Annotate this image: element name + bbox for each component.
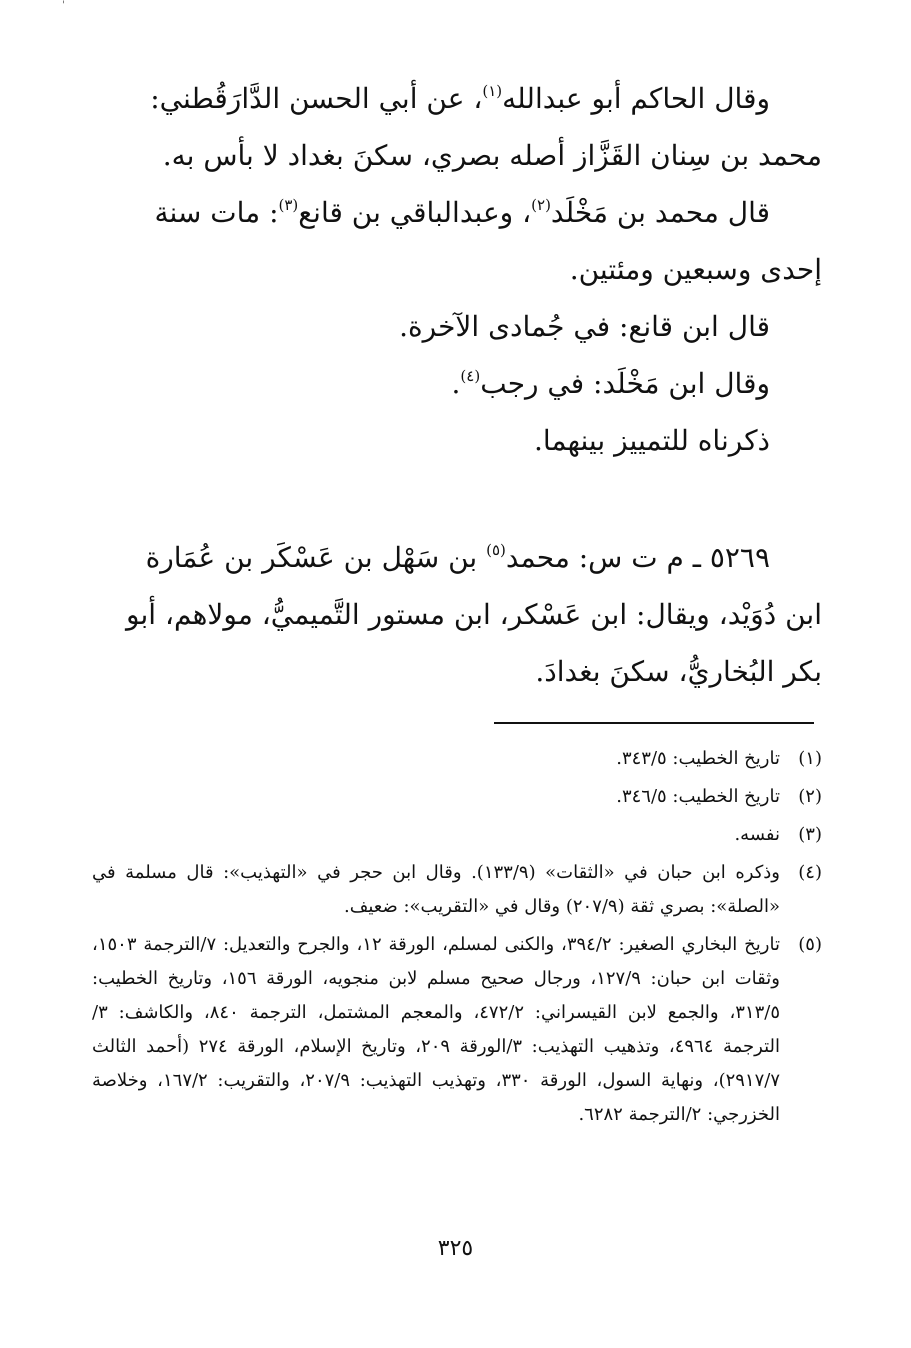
footnote-text: نفسه. (734, 824, 780, 845)
footnote (92, 928, 822, 1132)
footnote-ref: (٢) (531, 196, 551, 214)
footnote-number: (٤) (798, 862, 822, 883)
footnote-text: وذكره ابن حبان في «الثقات» (١٣٣/٩). وقال ابن حجر في «التهذيب»: قال مسلمة في «الصلة»: بصري ثقة (٢٠٧/٩) وقال في «التقريب»: ضعيف. (92, 862, 780, 917)
footnote-text: تاريخ الخطيب: ٣٤٣/٥. (616, 748, 780, 769)
footnote-text: تاريخ الخطيب: ٣٤٦/٥. (616, 786, 780, 807)
footnote-ref: (٤) (460, 367, 481, 385)
footnote (92, 856, 822, 924)
page (92, 70, 822, 1320)
footnote-number: (٢) (798, 786, 822, 807)
main-text (92, 70, 822, 700)
footnote-number: (٣) (798, 824, 822, 845)
footnote (92, 818, 822, 852)
text-line: إحدى وسبعين ومئتين. (569, 253, 822, 286)
footnote-ref: (١) (482, 82, 503, 100)
page-number: ٣٢٥ (437, 1236, 474, 1261)
text-line: وقال ابن مَخْلَد: في رجب$^{(٤)}$. (451, 367, 770, 400)
text-line: قال ابن قانع: في جُمادى الآخرة. (399, 310, 770, 343)
text-line: ذكرناه للتمييز بينهما. (533, 424, 770, 457)
footnote (92, 742, 822, 776)
text-line: وقال الحاكم أبو عبدالله$^{(١)}$، عن أبي الحسن الدَّارَقُطني: (150, 82, 770, 115)
footnote (92, 780, 822, 814)
text-line: بكر البُخاريُّ، سكنَ بغدادَ. (535, 655, 822, 688)
text-line: قال محمد بن مَخْلَد$^{(٢)}$، وعبدالباقي بن قانع$^{(٣)}$: مات سنة (154, 196, 770, 229)
text-line: محمد بن سِنان القَزَّاز أصله بصري، سكنَ بغداد لا بأس به. (162, 139, 822, 172)
text-line: ابن دُوَيْد، ويقال: ابن عَسْكر، ابن مستور التَّميميُّ، مولاهم، أبو (126, 598, 822, 631)
footnote-number: (٥) (798, 934, 822, 955)
footnote-number: (١) (798, 748, 822, 769)
footnote-text: تاريخ البخاري الصغير: ٣٩٤/٢، والكنى لمسلم، الورقة ١٢، والجرح والتعديل: ٧/الترجمة ١٥٠٣، وثقات ابن حبان: ١٢٧/٩، ورجال صحيح مسلم لابن منجويه، الورقة ١٥٦، وتاريخ الخطيب: ٣١٣/٥، والجمع لابن القيسراني: ٤٧٢/٢، والمعجم المشتمل، الترجمة ٨٤٠، والكاشف: ٣/الترجمة ٤٩٦٤، وتذهيب التهذيب: ٣/الورقة ٢٠٩، وتاريخ الإسلام، الورقة ٢٧٤ (أحمد الثالث ٢٩١٧/٧)، ونهاية السول، الورقة ٣٣٠، وتهذيب التهذيب: ٢٠٧/٩، والتقريب: ١٦٧/٢، وخلاصة الخزرجي: ٢/الترجمة ٦٢٨٢. (92, 934, 780, 1125)
footnote-ref: (٣) (278, 196, 299, 214)
entry-heading: ٥٢٦٩ ـ م ت س: محمد$^{(٥)}$ بن سَهْل بن عَسْكَر بن عُمَارة (145, 541, 770, 574)
footnotes (92, 742, 822, 1136)
footnote-separator (494, 722, 814, 724)
footnote-ref: (٥) (486, 541, 506, 559)
corner-mark: ' (62, 0, 65, 11)
